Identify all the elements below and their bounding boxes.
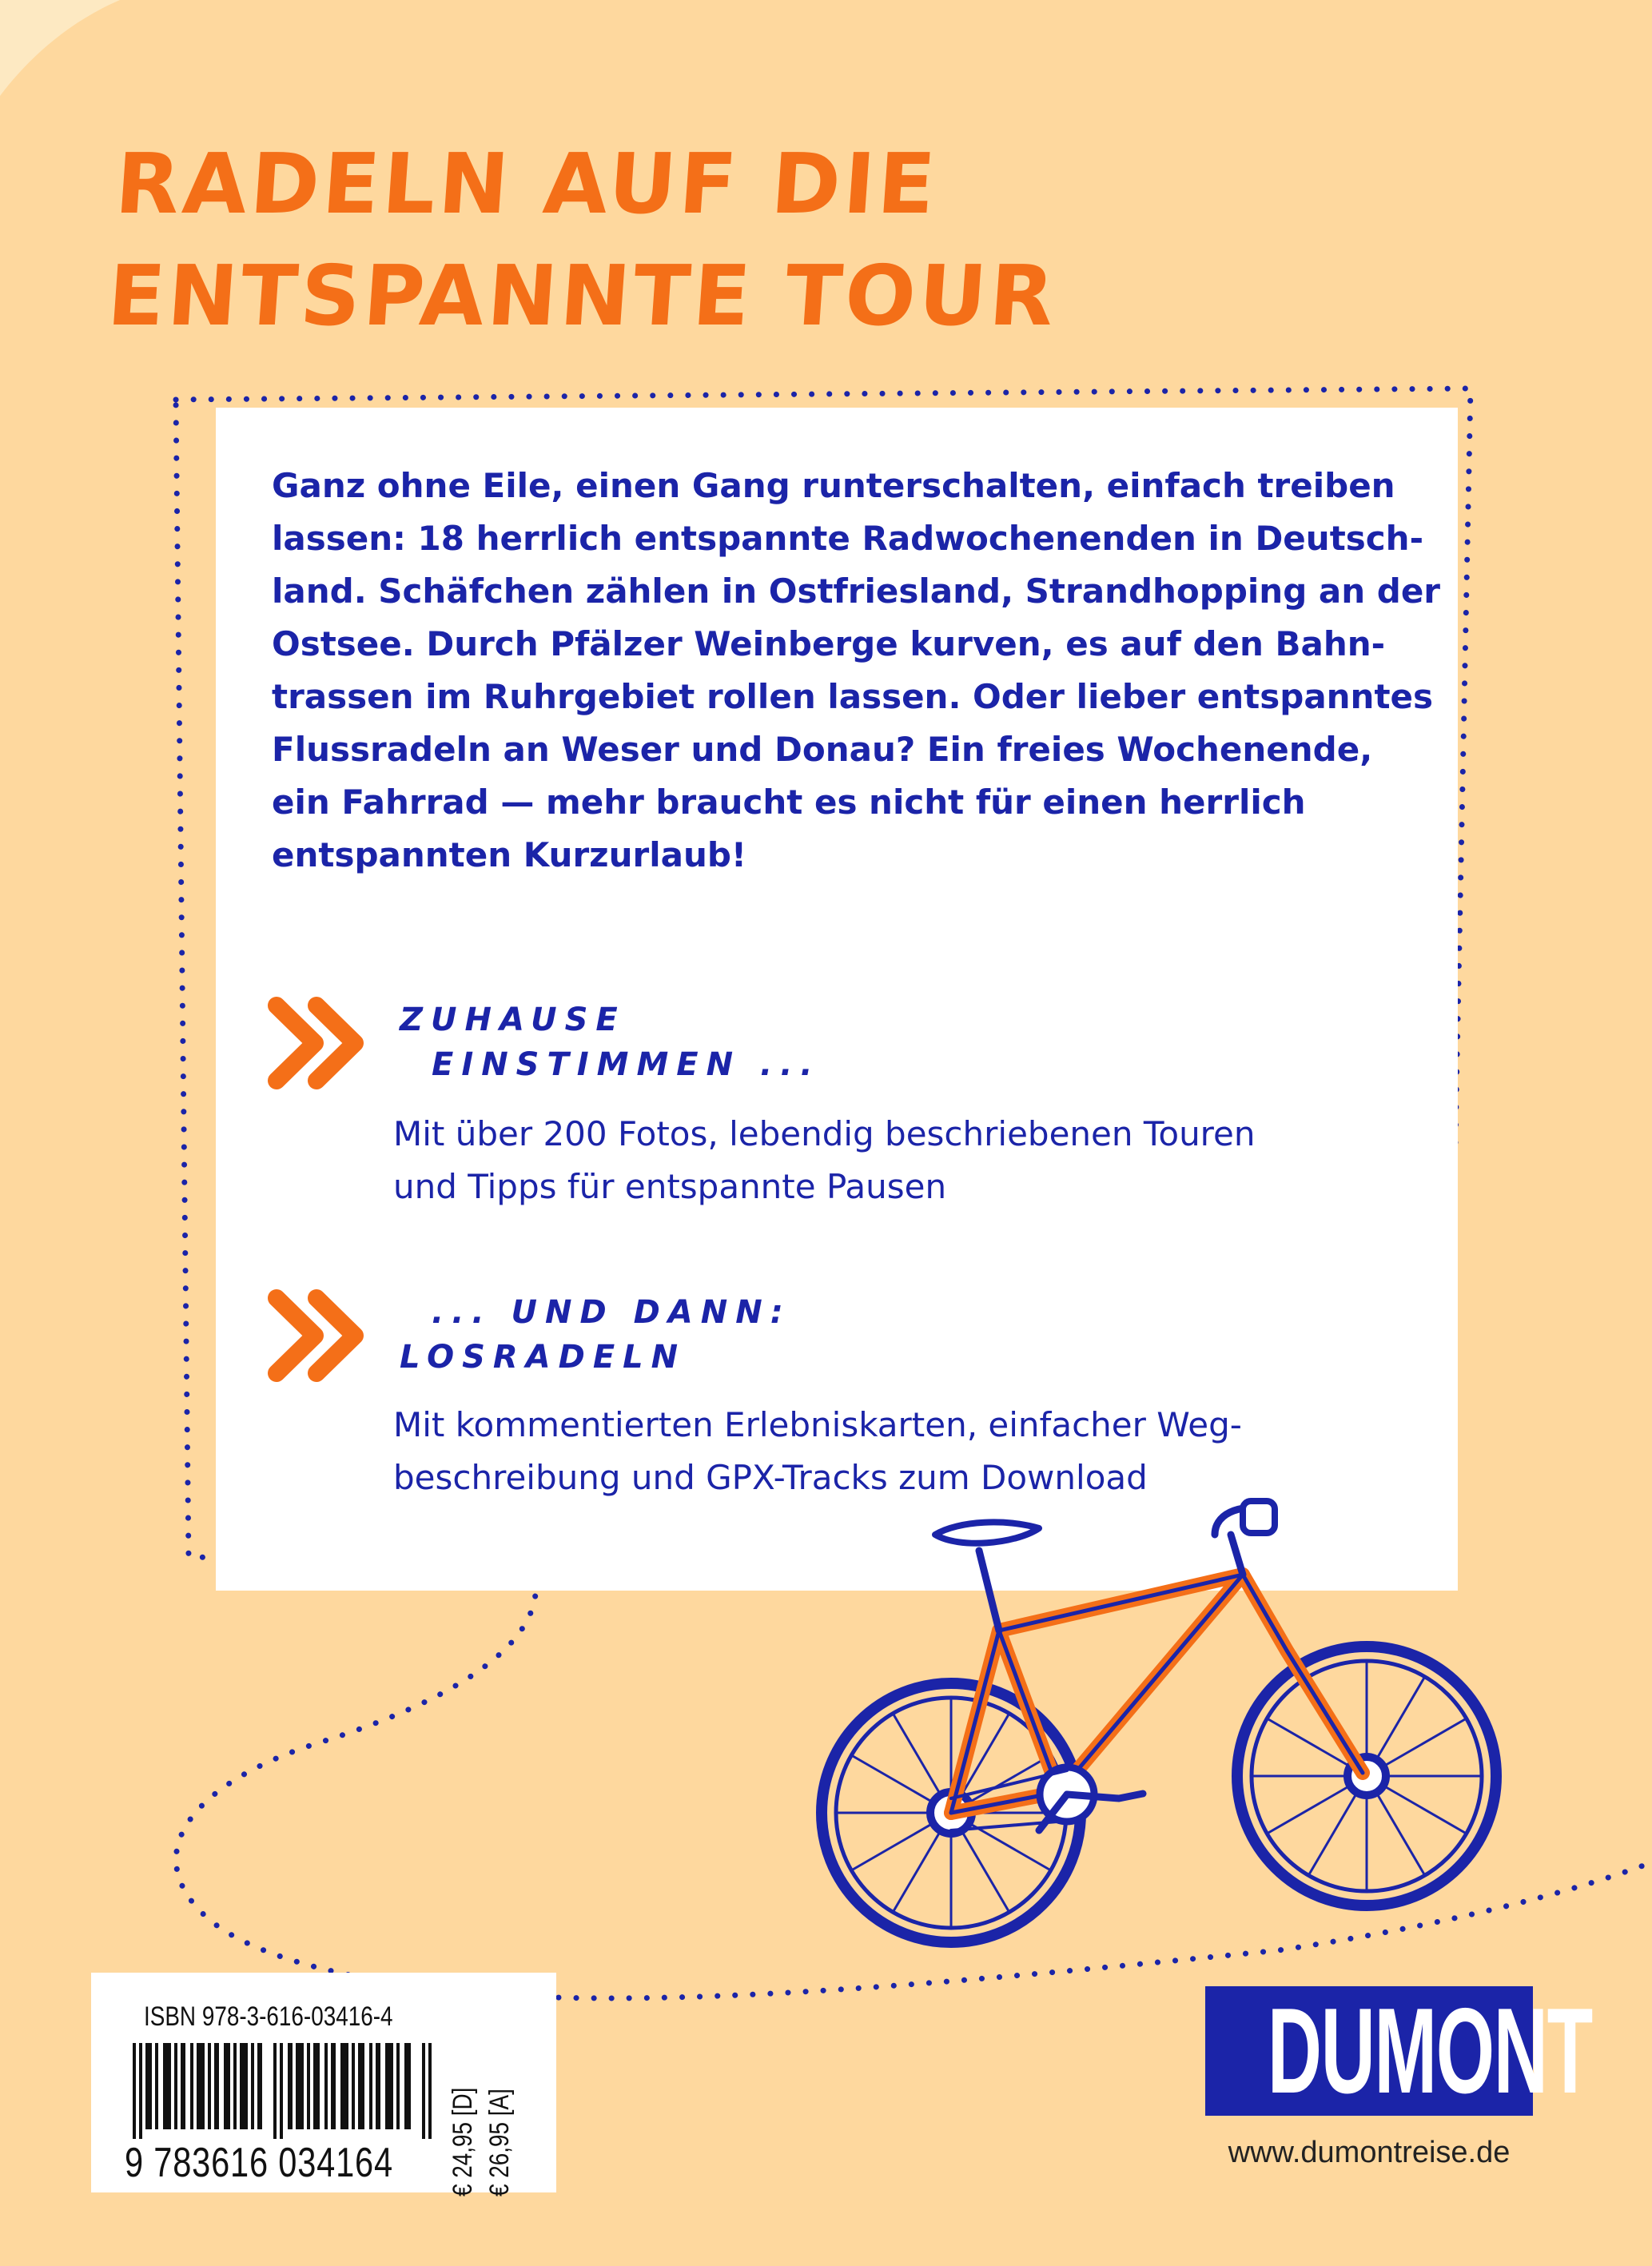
headline <box>104 128 1069 352</box>
bicycle-icon <box>799 1455 1598 1966</box>
feature-heading-2 <box>400 1290 791 1380</box>
feature-heading-line: EINSTIMMEN ... <box>432 1046 821 1083</box>
intro-line: entspannten Kurzurlaub! <box>272 835 747 874</box>
double-chevron-icon <box>269 1292 364 1380</box>
logo-text: DUMONT <box>1267 1983 1593 2119</box>
feature-line: Mit kommentierten Erlebniskarten, einfacher Weg- <box>393 1405 1242 1444</box>
intro-line: lassen: 18 herrlich entspannte Radwochenenden in Deutsch- <box>272 519 1424 558</box>
feature-heading-line: ZUHAUSE <box>400 1002 626 1038</box>
intro-line: ein Fahrrad — mehr braucht es nicht für einen herrlich <box>272 783 1306 822</box>
dumont-logo <box>1205 1983 1593 2119</box>
price-de: € 24,95 [D] <box>448 2087 478 2196</box>
headline-line-2: ENTSPANNTE TOUR <box>104 247 1061 344</box>
feature-line: Mit über 200 Fotos, lebendig beschriebenen Touren <box>393 1114 1256 1153</box>
feature-line: beschreibung und GPX-Tracks zum Download <box>393 1458 1148 1497</box>
feature-line: und Tipps für entspannte Pausen <box>393 1167 947 1206</box>
intro-line: trassen im Ruhrgebiet rollen lassen. Oder lieber entspanntes <box>272 677 1434 716</box>
feature-heading-line: ... UND DANN: <box>432 1294 791 1331</box>
headline-line-1: RADELN AUF DIE <box>112 135 941 233</box>
ean-number: 9 783616 034164 <box>125 2140 393 2186</box>
intro-paragraph <box>272 460 1439 882</box>
double-chevron-icon <box>269 999 364 1087</box>
intro-line: Flussradeln an Weser und Donau? Ein freies Wochenende, <box>272 730 1373 769</box>
feature-heading-line: LOSRADELN <box>400 1339 687 1376</box>
feature-text-1 <box>393 1108 1456 1213</box>
intro-line: Ostsee. Durch Pfälzer Weinberge kurven, es auf den Bahn- <box>272 624 1386 663</box>
website-link[interactable]: www.dumontreise.de <box>1228 2136 1511 2169</box>
intro-line: Ganz ohne Eile, einen Gang runterschalten, einfach treiben <box>272 466 1395 505</box>
barcode-icon <box>133 2043 432 2139</box>
price-at: € 26,95 [A] <box>484 2089 515 2196</box>
intro-line: land. Schäfchen zählen in Ostfriesland, Strandhopping an der <box>272 571 1441 611</box>
feature-heading-1 <box>400 998 821 1087</box>
isbn-label: ISBN 978-3-616-03416-4 <box>144 2001 393 2032</box>
